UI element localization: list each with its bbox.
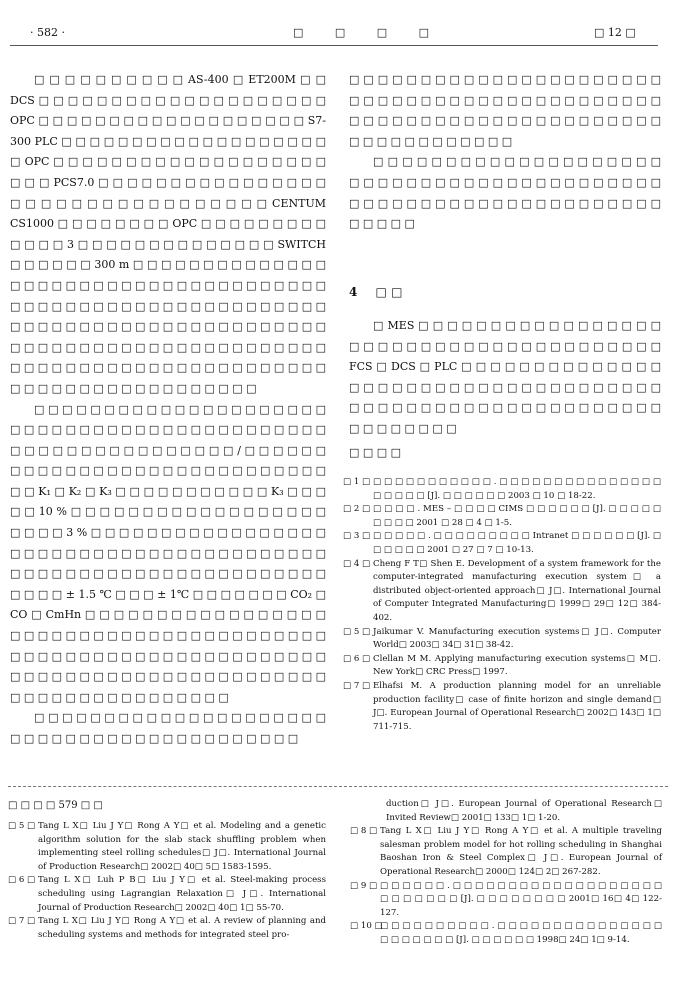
reference-text: □ □ □ □ □ □ □ □ □ □ . □ □ □ □ □ □ □ □ □ □ □ □ □ □ □ □ □ □ □ □ □ □ [J]. □ □ □ □ □ □ 1998□ 24□ 1□ 9-14. [380,921,662,945]
reference-item [350,920,662,947]
reference-number: □ 6 □ [343,653,371,664]
reference-number: □ 7 □ [8,916,36,927]
reference-item [343,503,661,530]
reference-text: Tang L X□ Liu J Y□ Rong A Y□ et al. A multiple traveling salesman problem model for hot rolling scheduling in Shanghai Baoshan Iron & Steel Complex□ J□. European Journal of Operational Research□ 2000□ 124□ 2□ 267-282. [380,826,662,877]
reference-text: Tang L X□ Liu J Y□ Rong A Y□ et al. Modeling and a genetic algorithm solution for the slab stack shuffling problem when implementing steel rolling schedules□ J□. International Journal of Production Research□ 2002□ 40□ 5□ 1583-1595. [38,821,326,872]
continued-from-label: □ □ □ □ 579 □ □ [8,800,103,811]
reference-text: Cheng F T□ Shen E. Development of a system framework for the computer-integrated manufacturing execution system□ a distributed object-oriented approach□ J□. International Journal of Computer Integrated Manufacturing□ 1999□ 29□ 12□ 384-402. [373,558,661,623]
reference-number: □ 8 □ [350,826,378,837]
reference-text: Tang L X□ Luh P B□ Liu J Y□ et al. Steel-making process scheduling using Lagrangian Relaxation□ J□. International Journal of Production Research□ 2002□ 40□ 1□ 55-70. [38,875,326,913]
left-paragraph-3: □ □ □ □ □ □ □ □ □ □ □ □ □ □ □ □ □ □ □ □ □ □ □ □ □ □ □ □ □ □ □ □ □ □ □ □ □ □ □ □ □ □ [10,711,326,745]
reference-item [8,820,326,874]
right-column-top [349,70,661,235]
right-paragraph-2: □ □ □ □ □ □ □ □ □ □ □ □ □ □ □ □ □ □ □ □ □ □ □ □ □ □ □ □ □ □ □ □ □ □ □ □ □ □ □ □ □ □ □ □ □ □ □ □ □ □ □ □ □ □ □ □ □ □ □ □ □ □ □ □ □ □ □ □ □ [349,155,661,231]
reference-number: □ 4 □ [343,558,371,569]
reference-number: □ 3 □ [343,531,371,542]
page-header [0,0,675,48]
reference-item [343,653,661,680]
reference-number: □ 6 □ [8,875,36,886]
right-paragraph-1: □ □ □ □ □ □ □ □ □ □ □ □ □ □ □ □ □ □ □ □ □ □ □ □ □ □ □ □ □ □ □ □ □ □ □ □ □ □ □ □ □ □ □ □ □ □ □ □ □ □ □ □ □ □ □ □ □ □ □ □ □ □ □ □ □ □ □ □ □ □ □ □ □ □ □ □ □ □ [349,73,661,148]
reference-text: □ □ □ □ □ □ . □ □ □ □ □ □ □ □ □ □ □ □ □ □ □ □ □ □ □ □ □ □ □ □ □ □ [J]. □ □ □ □ □ □ □ □ 2001□ 16□ 4□ 122-127. [380,880,662,918]
reference-item [343,530,661,557]
page-number: · 582 · [30,26,65,39]
reference-item [343,626,661,653]
bottom-left-references [8,820,326,942]
reference-text: Tang L X□ Liu J Y□ Rong A Y□ et al. A review of planning and scheduling systems and methods for integrated steel pro- [38,916,326,940]
references-heading [349,443,661,464]
section-title: □ □ [375,285,403,299]
reference-item [343,558,661,626]
conclusion-paragraph: □ MES □ □ □ □ □ □ □ □ □ □ □ □ □ □ □ □ □ □ □ □ □ □ □ □ □ □ □ □ □ □ □ □ □ □ □ □ □ □ □ FCS □ DCS □ PLC □ □ □ □ □ □ □ □ □ □ □ □ □ □ □ □ □ □ □ □ □ □ □ □ □ □ □ □ □ □ □ □ □ □ □ □ □ □ □ □ □ □ □ □ □ □ □ □ □ □ □ □ □ □ □ □ □ □ □ □ □ □ □ □ □ □ [349,319,661,435]
reference-number: □ 1 □ [343,477,371,487]
section-heading [349,285,402,299]
reference-continuation [350,798,662,825]
references-title: □ □ □ □ [349,446,402,459]
issue-number: □ 12 □ [594,26,636,39]
reference-number: □ 7 □ [343,680,371,691]
reference-list [343,476,661,734]
reference-number: □ 2 □ [343,504,371,515]
reference-item [343,680,661,734]
reference-number: □ 5 □ [343,626,371,637]
reference-text: □ □ □ □ □ □ □ □ □ □ □ . □ □ □ □ □ □ □ □ □ □ □ □ □ □ □ □ □ □ □ □ [J]. □ □ □ □ □ □ 2003 □ 10 □ 18-22. [373,477,661,501]
left-paragraph-1: □ □ □ □ □ □ □ □ □ □ AS-400 □ ET200M □ □ DCS □ □ □ □ □ □ □ □ □ □ □ □ □ □ □ □ □ □ □ □ OPC □ □ □ □ □ □ □ □ □ □ □ □ □ □ □ □ □ □ □ S7-300 PLC □ □ □ □ □ □ □ □ □ □ □ □ □ □ □ □ □ □ □ □ OPC □ □ □ □ □ □ □ □ □ □ □ □ □ □ □ □ □ □ □ □ □ □ PCS7.0 □ □ □ □ □ □ □ □ □ □ □ □ □ □ □ □ □ □ □ □ □ □ □ □ □ □ □ □ □ □ □ □ □ CENTUM CS1000 □ □ □ □ □ □ □ □ OPC □ □ □ □ □ □ □ □ □ □ □ □ □ 3 □ □ □ □ □ □ □ □ □ □ □ □ □ □ SWITCH □ □ □ □ □ □ 300 m □ □ □ □ □ □ □ □ □ □ □ □ □ □ □ □ □ □ □ □ □ □ □ □ □ □ □ □ □ □ □ □ □ □ □ □ □ □ □ □ □ □ □ □ □ □ □ □ □ □ □ □ □ □ □ □ □ □ □ □ □ □ □ □ □ □ □ □ □ □ □ □ □ □ □ □ □ □ □ □ □ □ □ □ □ □ □ □ □ □ □ □ □ □ □ □ □ □ □ □ □ □ □ □ □ □ □ □ □ □ □ □ □ □ □ □ □ □ □ □ □ □ □ □ □ □ □ □ □ □ □ □ □ □ □ □ □ □ □ □ □ □ □ □ □ □ □ [10,73,326,395]
left-paragraph-2: □ □ □ □ □ □ □ □ □ □ □ □ □ □ □ □ □ □ □ □ □ □ □ □ □ □ □ □ □ □ □ □ □ □ □ □ □ □ □ □ □ □ □ □ □ □ □ □ □ □ □ □ □ □ □ □ □ □ □ □ / □ □ □ □ □ □ □ □ □ □ □ □ □ □ □ □ □ □ □ □ □ □ □ □ □ □ □ □ □ □ □ K₁ □ K₂ □ K₃ □ □ □ □ □ □ □ □ □ □ □ K₃ □ □ □ □ □ 10 % □ □ □ □ □ □ □ □ □ □ □ □ □ □ □ □ □ □ □ □ □ □ 3 % □ □ □ □ □ □ □ □ □ □ □ □ □ □ □ □ □ □ □ □ □ □ □ □ □ □ □ □ □ □ □ □ □ □ □ □ □ □ □ □ □ □ □ □ □ □ □ □ □ □ □ □ □ □ □ □ □ □ □ □ □ □ □ □ □ □ □ ± 1.5 ℃ □ □ □ ± 1℃ □ □ □ □ □ □ □ CO₂ □ CO □ CmHn □ □ □ □ □ □ □ □ □ □ □ □ □ □ □ □ □ □ □ □ □ □ □ □ □ □ □ □ □ □ □ □ □ □ □ □ □ □ □ □ □ □ □ □ □ □ □ □ □ □ □ □ □ □ □ □ □ □ □ □ □ □ □ □ □ □ □ □ □ □ □ □ □ □ □ □ □ □ □ □ □ □ □ □ □ □ □ □ □ □ □ □ □ □ □ □ □ □ □ □ □ □ [10,402,326,704]
reference-item [350,825,662,879]
reference-item [343,476,661,503]
reference-text: □ □ □ □ . MES – □ □ □ □ CIMS □ □ □ □ □ □ [J]. □ □ □ □ □ □ □ □ □ 2001 □ 28 □ 4 □ 1-5. [373,504,661,528]
section-number: 4 [349,285,358,299]
header-rule [10,45,658,46]
reference-number: □ 9 □ [350,880,378,891]
reference-text: duction□ J□. European Journal of Operational Research□ Invited Review□ 2001□ 133□ 1□ 1-20. [386,799,662,823]
reference-number: □ 10 □ [350,921,383,932]
reference-text: Elhafsi M. A production planning model for an unreliable production facility□ case of finite horizon and single demand□ J□. European Journal of Operational Research□ 2002□ 143□ 1□ 711-715. [373,680,661,732]
reference-number: □ 5 □ [8,821,36,831]
reference-item [350,880,662,921]
right-column-conclusion [349,316,661,440]
reference-item [8,874,326,915]
reference-text: Clellan M M. Applying manufacturing execution systems□ M□. New York□ CRC Press□ 1997. [373,653,661,678]
journal-title: □ □ □ □ [293,26,444,39]
left-column [10,70,326,750]
bottom-right-references [350,798,662,948]
section-divider [8,786,668,787]
reference-item [8,915,326,942]
reference-text: □ □ □ □ □ . □ □ □ □ □ □ □ □ □ Intranet □ □ □ □ □ □ [J]. □ □ □ □ □ □ 2001 □ 27 □ 7 □ 10-13. [373,531,661,555]
reference-text: Jaikumar V. Manufacturing execution systems□ J□. Computer World□ 2003□ 34□ 31□ 38-42. [373,626,661,651]
